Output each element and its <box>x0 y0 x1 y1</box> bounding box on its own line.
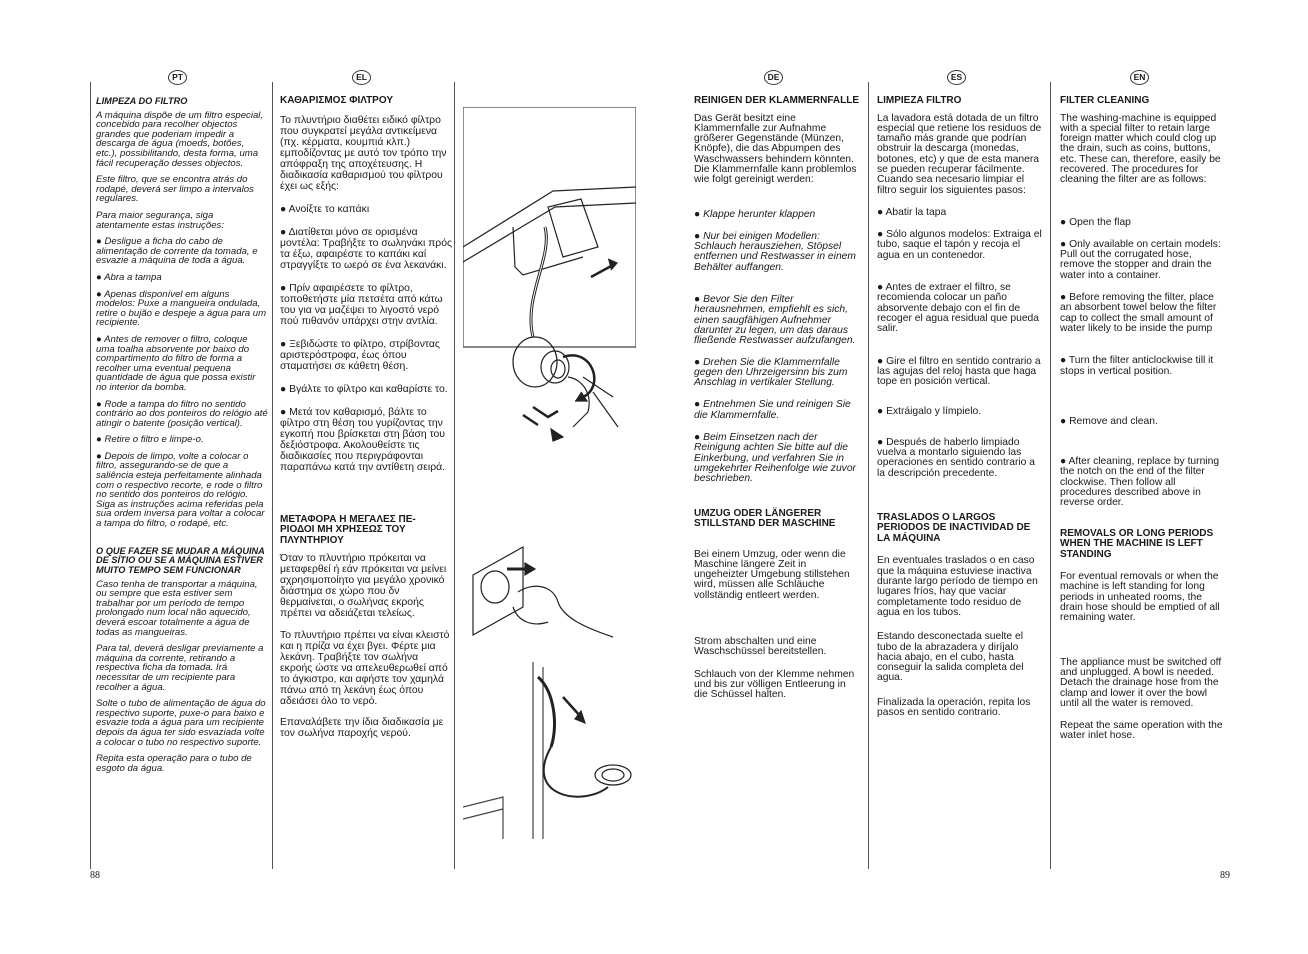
de-bullet: ● Drehen Sie die Klammernfalle gegen den Uhrzeigersinn bis zum Anschlag in vertikaler Stellung. <box>694 356 848 389</box>
el-section-title: ΜΕΤΑΦΟΡΑ Η ΜΕΓΑΛΕΣ ΠΕ- ΡΙΟΔΟΙ ΜΗ ΧΡΗΣΕΩΣ ΤΟΥ ΠΛΥΝΤΗΡΙΟΥ <box>280 513 416 546</box>
language-badge-es: ES <box>947 70 966 85</box>
de-bullet: ● Beim Einsetzen nach der Reinigung achten Sie bitte auf die Einkerbung, und verfahren Sie in umgekehrter Reihenfolge wie zuvor beschrieben. <box>694 432 856 485</box>
en-bullet: ● After cleaning, replace by turning the notch on the end of the filter clockwise. Then follow all procedures described above in reverse order. <box>1060 456 1220 509</box>
el-title: ΚΑΘΑΡΙΣΜΟΣ ΦΙΛΤΡΟΥ <box>280 95 394 106</box>
de-paragraph: Schlauch von der Klemme nehmen und bis zur völligen Entleerung in die Schüssel halten. <box>694 668 855 701</box>
de-title: REINIGEN DER KLAMMERNFALLE <box>694 95 859 106</box>
language-badge-en: EN <box>1130 70 1149 85</box>
pt-paragraph: Este filtro, que se encontra atrás do rodapé, deverá ser limpo a intervalos regulares. <box>96 174 254 205</box>
de-bullet: ● Bevor Sie den Filter herausnehmen, empfiehlt es sich, einen saugfähigen Aufnehmer darunter zu legen, um das daraus fließende Restwasser aufzufangen. <box>694 294 856 347</box>
pt-bullet: ● Desligue a ficha do cabo de alimentação de corrente da tomada, e esvazie a máquina de toda a água. <box>96 236 258 267</box>
es-paragraph: La lavadora está dotada de un filtro especial que retiene los residuos de tamaño más grande que podrían obstruir la descarga (monedas, botones, etc) y que de esta manera se pueden recuperar fácilmente. Cuando sea necesario limpiar el filtro seguir los siguientes pasos: <box>877 112 1042 196</box>
de-section-title: UMZUG ODER LÄNGERER STILLSTAND DER MASCHINE <box>694 507 836 530</box>
en-paragraph: For eventual removals or when the machine is left standing for long periods in unheated rooms, the drain hose should be emptied of all remaining water. <box>1060 571 1220 624</box>
pt-title: LIMPEZA DO FILTRO <box>96 96 188 106</box>
de-bullet: ● Klappe herunter klappen <box>694 208 816 220</box>
es-bullet: ● Después de haberlo limpiado vuelva a montarlo siguiendo las operaciones en sentido contrario a la descripción precedente. <box>877 436 1035 479</box>
es-paragraph: En eventuales traslados o en caso que la máquina estuviese inactiva durante largo período de tiempo en lugares fríos, hay que vaciar completamente todo residuo de agua en los tubos. <box>877 555 1038 618</box>
en-paragraph: Repeat the same operation with the water inlet hose. <box>1060 720 1223 742</box>
en-bullet: ● Remove and clean. <box>1060 415 1158 427</box>
en-bullet: ● Before removing the filter, place an absorbent towel below the filter cap to collect the small amount of water likely to be inside the pump <box>1060 292 1217 334</box>
column-el <box>280 96 452 746</box>
pt-bullet: ● Apenas disponível em alguns modelos: Puxe a mangueira ondulada, retire o bujão e despeje a água para um recipiente. <box>96 288 267 329</box>
en-bullet: ● Open the flap <box>1060 216 1131 228</box>
pt-paragraph: Caso tenha de transportar a máquina, ou sempre que esta estiver sem trabalhar por um período de tempo prolongado num local não aquecido, deverá escoar totalmente a água de todas as mangueiras. <box>96 578 258 638</box>
column-divider <box>868 82 869 869</box>
pt-paragraph: Repita esta operação para o tubo de esgoto da água. <box>96 753 252 774</box>
pt-bullet: ● Retire o filtro e limpe-o. <box>96 434 204 446</box>
column-divider <box>454 82 455 869</box>
en-paragraph: The appliance must be switched off and unplugged. A bowl is needed. Detach the drainage hose from the clamp and lower it over the bowl until all the water is removed. <box>1060 656 1222 709</box>
column-divider <box>1050 82 1051 869</box>
illustration-panel <box>463 107 636 839</box>
en-paragraph: The washing-machine is equipped with a special filter to retain large foreign matter which could clog up the drain, such as coins, buttons, etc. These can, therefore, easily be recovered. The procedures for cleaning the filter are as follows: <box>1060 112 1221 186</box>
el-bullet: ● Βγάλτε το φίλτρο και καθαρίστε το. <box>280 383 448 395</box>
el-paragraph: Επαναλάβετε την ίδια διαδικασία με τον σωλήνα παροχής νερού. <box>280 716 444 739</box>
es-bullet: ● Extráigalo y límpielo. <box>877 406 982 418</box>
column-divider <box>272 82 273 869</box>
es-title: LIMPIEZA FILTRO <box>877 95 962 106</box>
es-section-title: TRASLADOS O LARGOS PERIODOS DE INACTIVIDAD DE LA MÁQUINA <box>877 511 1031 544</box>
en-bullet: ● Only available on certain models: Pull out the corrugated hose, remove the stopper and drain the water into a container. <box>1060 238 1221 281</box>
es-bullet: ● Sólo algunos modelos: Extraiga el tubo, saque el tapón y recoja el agua en un contenedor. <box>877 229 1042 261</box>
el-bullet: ● Πρίν αφαιρέσετε το φίλτρο, τοποθετήστε μία πετσέτα από κάτω του για να μαζέψει το λιγοστό νερό πού πιθανόν υπάρχει στην αντλία. <box>280 282 443 327</box>
column-es <box>877 96 1042 725</box>
column-de <box>694 96 859 707</box>
es-paragraph: Finalizada la operación, repita los pasos en sentido contrario. <box>877 696 1031 718</box>
es-bullet: ● Abatir la tapa <box>877 206 947 218</box>
el-bullet: ● Μετά τον καθαρισμό, βάλτε το φίλτρο στη θέση του γυρίζοντας την εγκοπή που βρίσκεται στη βάση του δεξιόστροφα. Ακολουθείστε τις διαδικασίες που περιγράφονται παραπάνω κατά την αντίθετη σειρά. <box>280 406 446 473</box>
en-bullet: ● Turn the filter anticlockwise till it stops in vertical position. <box>1060 355 1214 377</box>
el-bullet: ● Ανοίξτε το καπάκι <box>280 203 370 215</box>
el-bullet: ● Διατίθεται μόνο σε ορισμένα μοντέλα: Τραβήξτε το σωληνάκι πρός τα έξω, αφαιρέστε το καπάκι καί στραγγίξτε το ωερό σε ένα λεκανάκι. <box>280 226 453 271</box>
language-badge-pt: PT <box>168 70 187 85</box>
column-en <box>1060 96 1225 749</box>
pt-bullet: ● Rode a tampa do filtro no sentido contrário ao dos ponteiros do relógio até atingir o batente (posição vertical). <box>96 398 268 429</box>
pt-paragraph: Solte o tubo de alimentação de água do respectivo suporte, puxe-o para baixo e esvazie toda a água para um recipiente depois da água ter sido esvaziada volte a colocar o tubo no respectivo suporte. <box>96 698 266 748</box>
pt-section-title: O QUE FAZER SE MUDAR A MÁQUINA DE SÍTIO OU SE A MÁQUINA ESTIVER MUITO TEMPO SEM FUNCIONAR <box>96 545 265 575</box>
language-badge-de: DE <box>764 70 783 85</box>
es-bullet: ● Gire el filtro en sentido contrario a las agujas del reloj hasta que haga tope en posición vertical. <box>877 355 1041 388</box>
column-divider <box>90 82 91 869</box>
de-bullet: ● Nur bei einigen Modellen: Schlauch herausziehen, Stöpsel entfernen und Restwasser in einem Behälter auffangen. <box>694 230 856 273</box>
de-paragraph: Bei einem Umzug, oder wenn die Maschine längere Zeit in ungeheizter Umgebung stillstehen wird, müssen alle Schläuche vollständig entleert werden. <box>694 548 850 601</box>
el-paragraph: Το πλυντήριο πρέπει να είναι κλειστό και η πρίζα να έχει βγει. Φέρτε μια λεκάνη. Τραβήξτε τον σωλήνα εκροής ώστε να απελευθερωθεί από το άγκιστρο, και αφήστε τον χαμηλά πάνω από τη λεκάνη έως όπου αδειάσει όλο το νερό. <box>280 629 450 707</box>
de-paragraph: Das Gerät besitzt eine Klammernfalle zur Aufnahme größerer Gegenstände (Münzen, Knöpfe), die das Abpumpen des Waschwassers behindern könnten. Die Klammernfalle kann problemlos wie folgt gereinigt werden: <box>694 112 857 186</box>
de-paragraph: Strom abschalten und eine Waschschüssel bereitstellen. <box>694 636 827 658</box>
pt-paragraph: Para tal, deverá desligar previamente a máquina da corrente, retirando a respectiva ficha da tomada. Irá necessitar de um recipiente para recolher a água. <box>96 643 264 693</box>
pt-paragraph: A máquina dispõe de um filtro especial, concebido para recolher objectos grandes que poderiam impedir a descarga de água (moeds, botões, etc.), possibilitando, desta forma, uma fácil recuperação desses objectos. <box>96 109 264 169</box>
el-bullet: ● Ξεβιδώστε το φίλτρο, στρίβοντας αριστερόστροφα, έως όπου σταματήσει σε κάθετη θέση. <box>280 338 440 372</box>
es-bullet: ● Antes de extraer el filtro, se recomienda colocar un paño absorvente debajo con el fin de recoger el agua residual que pueda salir. <box>877 282 1040 335</box>
en-section-title: REMOVALS OR LONG PERIODS WHEN THE MACHINE IS LEFT STANDING <box>1060 527 1214 560</box>
pt-bullet: ● Abra a tampa <box>96 271 162 283</box>
pt-bullet: ● Antes de remover o filtro, coloque uma toalha absorvente por baixo do compartimento do filtro de forma a recolher uma eventual pequena quantidade de água que possa existir no interior da bomba. <box>96 333 256 393</box>
de-bullet: ● Entnehmen Sie und reinigen Sie die Klammernfalle. <box>694 399 851 421</box>
language-badge-el: EL <box>352 70 371 85</box>
el-paragraph: Όταν το πλυντήριο πρόκειται να μεταφερθεί ή εάν πρόκειται να μείνει αχρησιμοποίητο για μεγάλο χρονικό διάστημα σε χώρο που δν θερμαίνεται, ο σωλήνας εκροής πρέπει να αδειάζεται τελείως. <box>280 553 447 620</box>
es-paragraph: Estando desconectada suelte el tubo de la abrazadera y diríjalo hacia abajo, en el cubo, hasta conseguir la salida completa del agua. <box>877 631 1024 684</box>
pt-paragraph: Para maior segurança, siga atentamente estas instruções: <box>96 210 224 231</box>
page-number-right: 89 <box>1220 870 1230 881</box>
el-paragraph: Το πλυντήριο διαθέτει ειδικό φίλτρο που συγκρατεί μεγάλα αντικείμενα (πχ. κέρματα, κουμπιά κλπ.) εμποδίζοντας με αυτό τον τρόπο την απόφραξη της αποχέτευσης. Η διαδικασία καθαρισμού του φίλτρου έχει ως εξής: <box>280 114 447 192</box>
column-pt <box>96 97 268 780</box>
pt-bullet: ● Depois de limpo, volte a colocar o filtro, assegurando-se de que a saliência esteja perfeitamente alinhada com o respectivo recorte, e rode o filtro no sentido dos ponteiros do relógio. Siga as instruções acima referidas pela sua ordem inversa para voltar a colocar a tampa do filtro, o rodapé, etc. <box>96 450 265 530</box>
en-title: FILTER CLEANING <box>1060 95 1150 106</box>
page-number-left: 88 <box>90 870 100 881</box>
